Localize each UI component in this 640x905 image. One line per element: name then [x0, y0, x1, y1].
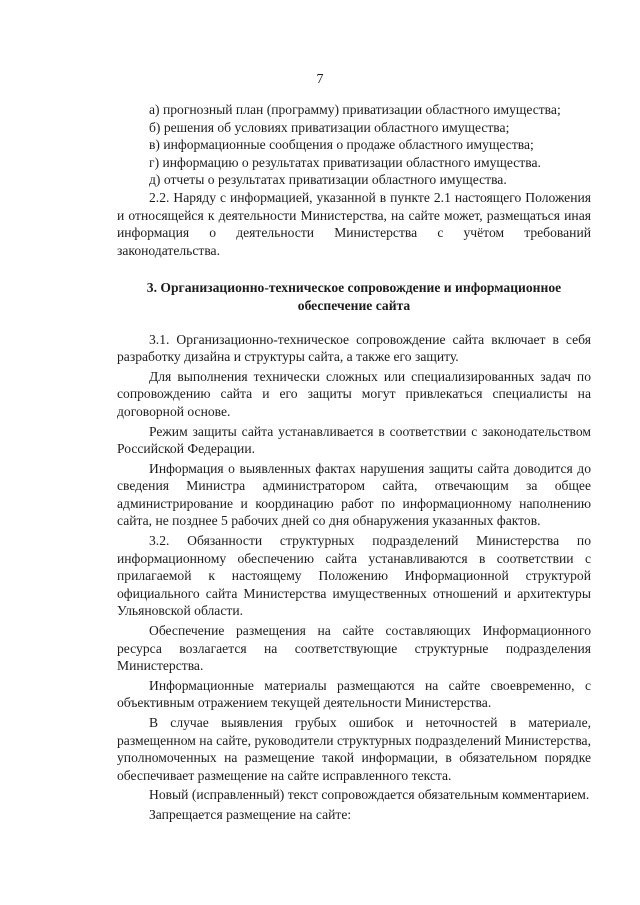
paragraph-violations: Информация о выявленных фактах нарушения защиты сайта доводится до сведения Министра администратором сайта, отвечающим за общее администрирование и координацию работ по информационному наполнению сайта, не позднее 5 рабочих дней со дня обнаружения указанных фактов. — [117, 460, 591, 529]
page-number: 7 — [316, 72, 324, 87]
list-item-a: а) прогнозный план (программу) приватизации областного имущества; — [149, 102, 561, 117]
paragraph-placement: Обеспечение размещения на сайте составляющих Информационного ресурса возлагается на соответствующие структурные подразделения Министерства. — [117, 623, 591, 674]
list-item-d: г) информацию о результатах приватизации областного имущества. — [149, 154, 541, 170]
paragraph-3-2: 3.2. Обязанности структурных подразделений Министерства по информационному обеспечению сайта устанавливаются в соответствии с прилагаемой к настоящему Положению Информационной структурой официального сайта Министерства имущественных отношений и архитектуры Ульяновской области. — [117, 533, 591, 619]
list-item-e: д) отчеты о результатах приватизации областного имущества. — [149, 172, 507, 188]
list-item-b: б) решения об условиях приватизации областного имущества; — [149, 119, 510, 135]
paragraph-protection: Режим защиты сайта устанавливается в соответствии с законодательством Российской Федерации. — [117, 423, 591, 457]
paragraph-specialists: Для выполнения технически сложных или специализированных задач по сопровождению сайта и его защиты могут привлекаться специалисты на договорной основе. — [117, 368, 591, 419]
paragraph-errors: В случае выявления грубых ошибок и неточностей в материале, размещенном на сайте, руководители структурных подразделений Министерства, уполномоченных на размещение такой информации, в обязательном порядке обеспечивает размещение на сайте исправленного текста. — [117, 715, 591, 783]
paragraph-timely: Информационные материалы размещаются на сайте своевременно, с объективным отражением текущей деятельности Министерства. — [117, 677, 591, 711]
list-item-c: в) информационные сообщения о продаже областного имущества; — [149, 137, 534, 153]
paragraph-3-1: 3.1. Организационно-техническое сопровождение сайта включает в себя разработку дизайна и структуры сайта, а также его защиту. — [117, 331, 591, 365]
paragraph-2-2: 2.2. Наряду с информацией, указанной в пункте 2.1 настоящего Положения и относящейся к деятельности Министерства, на сайте может, размещаться иная информация о деятельности Министерства с учётом требований законодательства. — [117, 189, 591, 258]
paragraph-forbidden: Запрещается размещение на сайте: — [149, 806, 352, 822]
paragraph-new-text: Новый (исправленный) текст сопровождается обязательным комментарием. — [149, 787, 590, 803]
document-body — [117, 101, 591, 824]
section-heading: 3. Организационно-техническое сопровождение и информационное обеспечение сайта — [146, 280, 562, 313]
